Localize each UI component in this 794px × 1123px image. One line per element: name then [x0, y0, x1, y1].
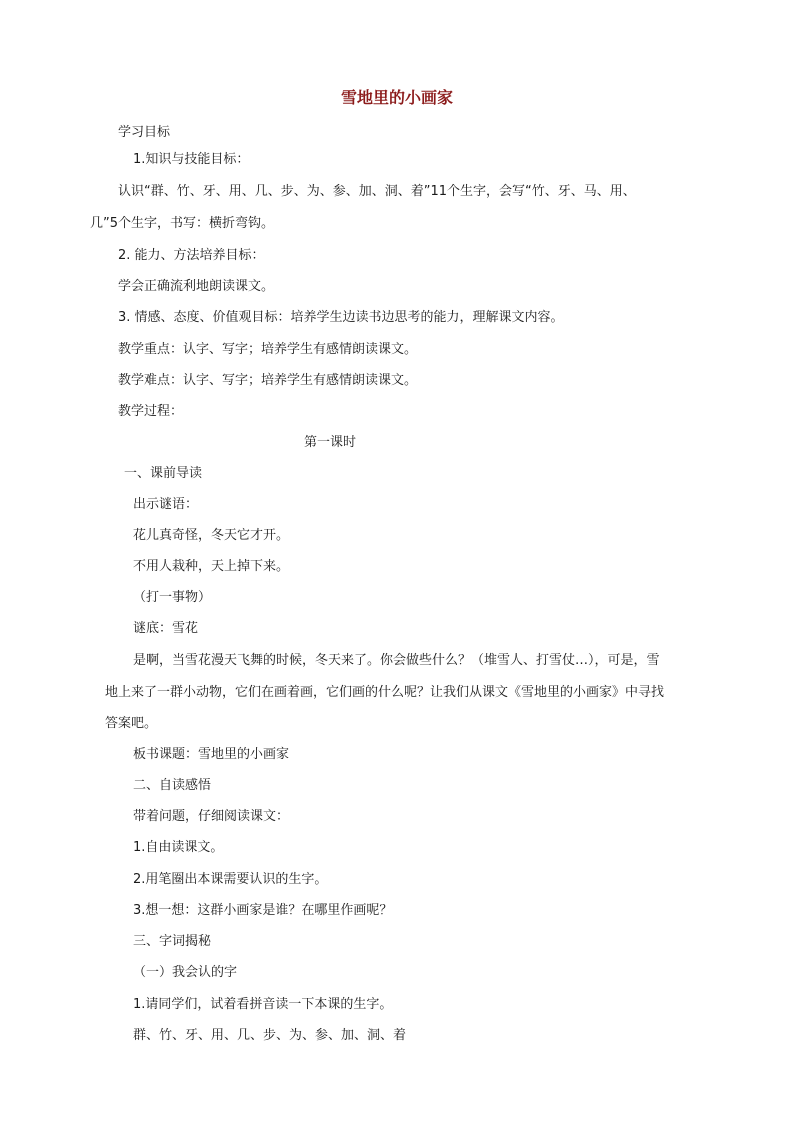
text-line-process: 教学过程： — [118, 404, 184, 419]
text-line-riddle-intro: 出示谜语： — [133, 497, 199, 512]
text-line-riddle-hint: （打一事物） — [133, 590, 212, 605]
text-line-riddle-1: 花儿真奇怪，冬天它才开。 — [133, 528, 290, 543]
text-line-riddle-answer: 谜底：雪花 — [133, 621, 199, 636]
text-line-difficulties: 教学难点：认字、写字；培养学生有感情朗读课文。 — [118, 373, 418, 388]
text-line-paragraph-1-cont: 地上来了一群小动物，它们在画着画，它们画的什么呢？让我们从课文《雪地里的小画家》中寻找 — [105, 685, 665, 700]
text-line-paragraph-1-end: 答案吧。 — [105, 716, 158, 731]
text-line-character-list: 群、竹、牙、用、几、步、为、参、加、洞、着 — [133, 1028, 407, 1043]
section-heading-pre-reading: 一、课前导读 — [124, 466, 203, 481]
text-line-learning-goals: 学习目标 — [118, 125, 171, 140]
text-line-riddle-2: 不用人栽种，天上掉下来。 — [133, 559, 290, 574]
list-item-step-1: 1.自由读课文。 — [133, 840, 224, 855]
subsection-heading-recognize: （一）我会认的字 — [133, 965, 238, 980]
list-item-step-3: 3.想一想：这群小画家是谁？在哪里作画呢？ — [133, 903, 393, 918]
text-line-paragraph-1: 是啊，当雪花漫天飞舞的时候，冬天来了。你会做些什么？（堆雪人、打雪仗…），可是，雪 — [133, 653, 660, 668]
section-heading-first-lesson: 第一课时 — [303, 435, 356, 450]
text-line-goal-1: 1.知识与技能目标： — [133, 152, 250, 167]
text-line-goal-1-detail: 认识“群、竹、牙、用、几、步、为、参、加、洞、着”11个生字，会写“竹、牙、马、用、 — [118, 184, 636, 199]
text-line-goal-1-detail-cont: 几”5个生字，书写：横折弯钩。 — [90, 216, 275, 231]
section-heading-words: 三、字词揭秘 — [133, 934, 212, 949]
text-line-goal-2-detail: 学会正确流利地朗读课文。 — [118, 279, 275, 294]
text-line-goal-3: 3. 情感、态度、价值观目标：培养学生边读书边思考的能力，理解课文内容。 — [118, 310, 564, 325]
text-line-goal-2: 2. 能力、方法培养目标： — [118, 248, 265, 263]
list-item-step-2: 2.用笔圈出本课需要认识的生字。 — [133, 872, 328, 887]
text-line-questions-intro: 带着问题，仔细阅读课文： — [133, 809, 290, 824]
section-heading-self-reading: 二、自读感悟 — [133, 778, 212, 793]
text-line-key-points: 教学重点：认字、写字；培养学生有感情朗读课文。 — [118, 342, 418, 357]
text-line-board-title: 板书课题：雪地里的小画家 — [133, 747, 290, 762]
document-title: 雪地里的小画家 — [340, 88, 453, 107]
list-item-pinyin-reading: 1.请同学们，试着看拼音读一下本课的生字。 — [133, 997, 393, 1012]
